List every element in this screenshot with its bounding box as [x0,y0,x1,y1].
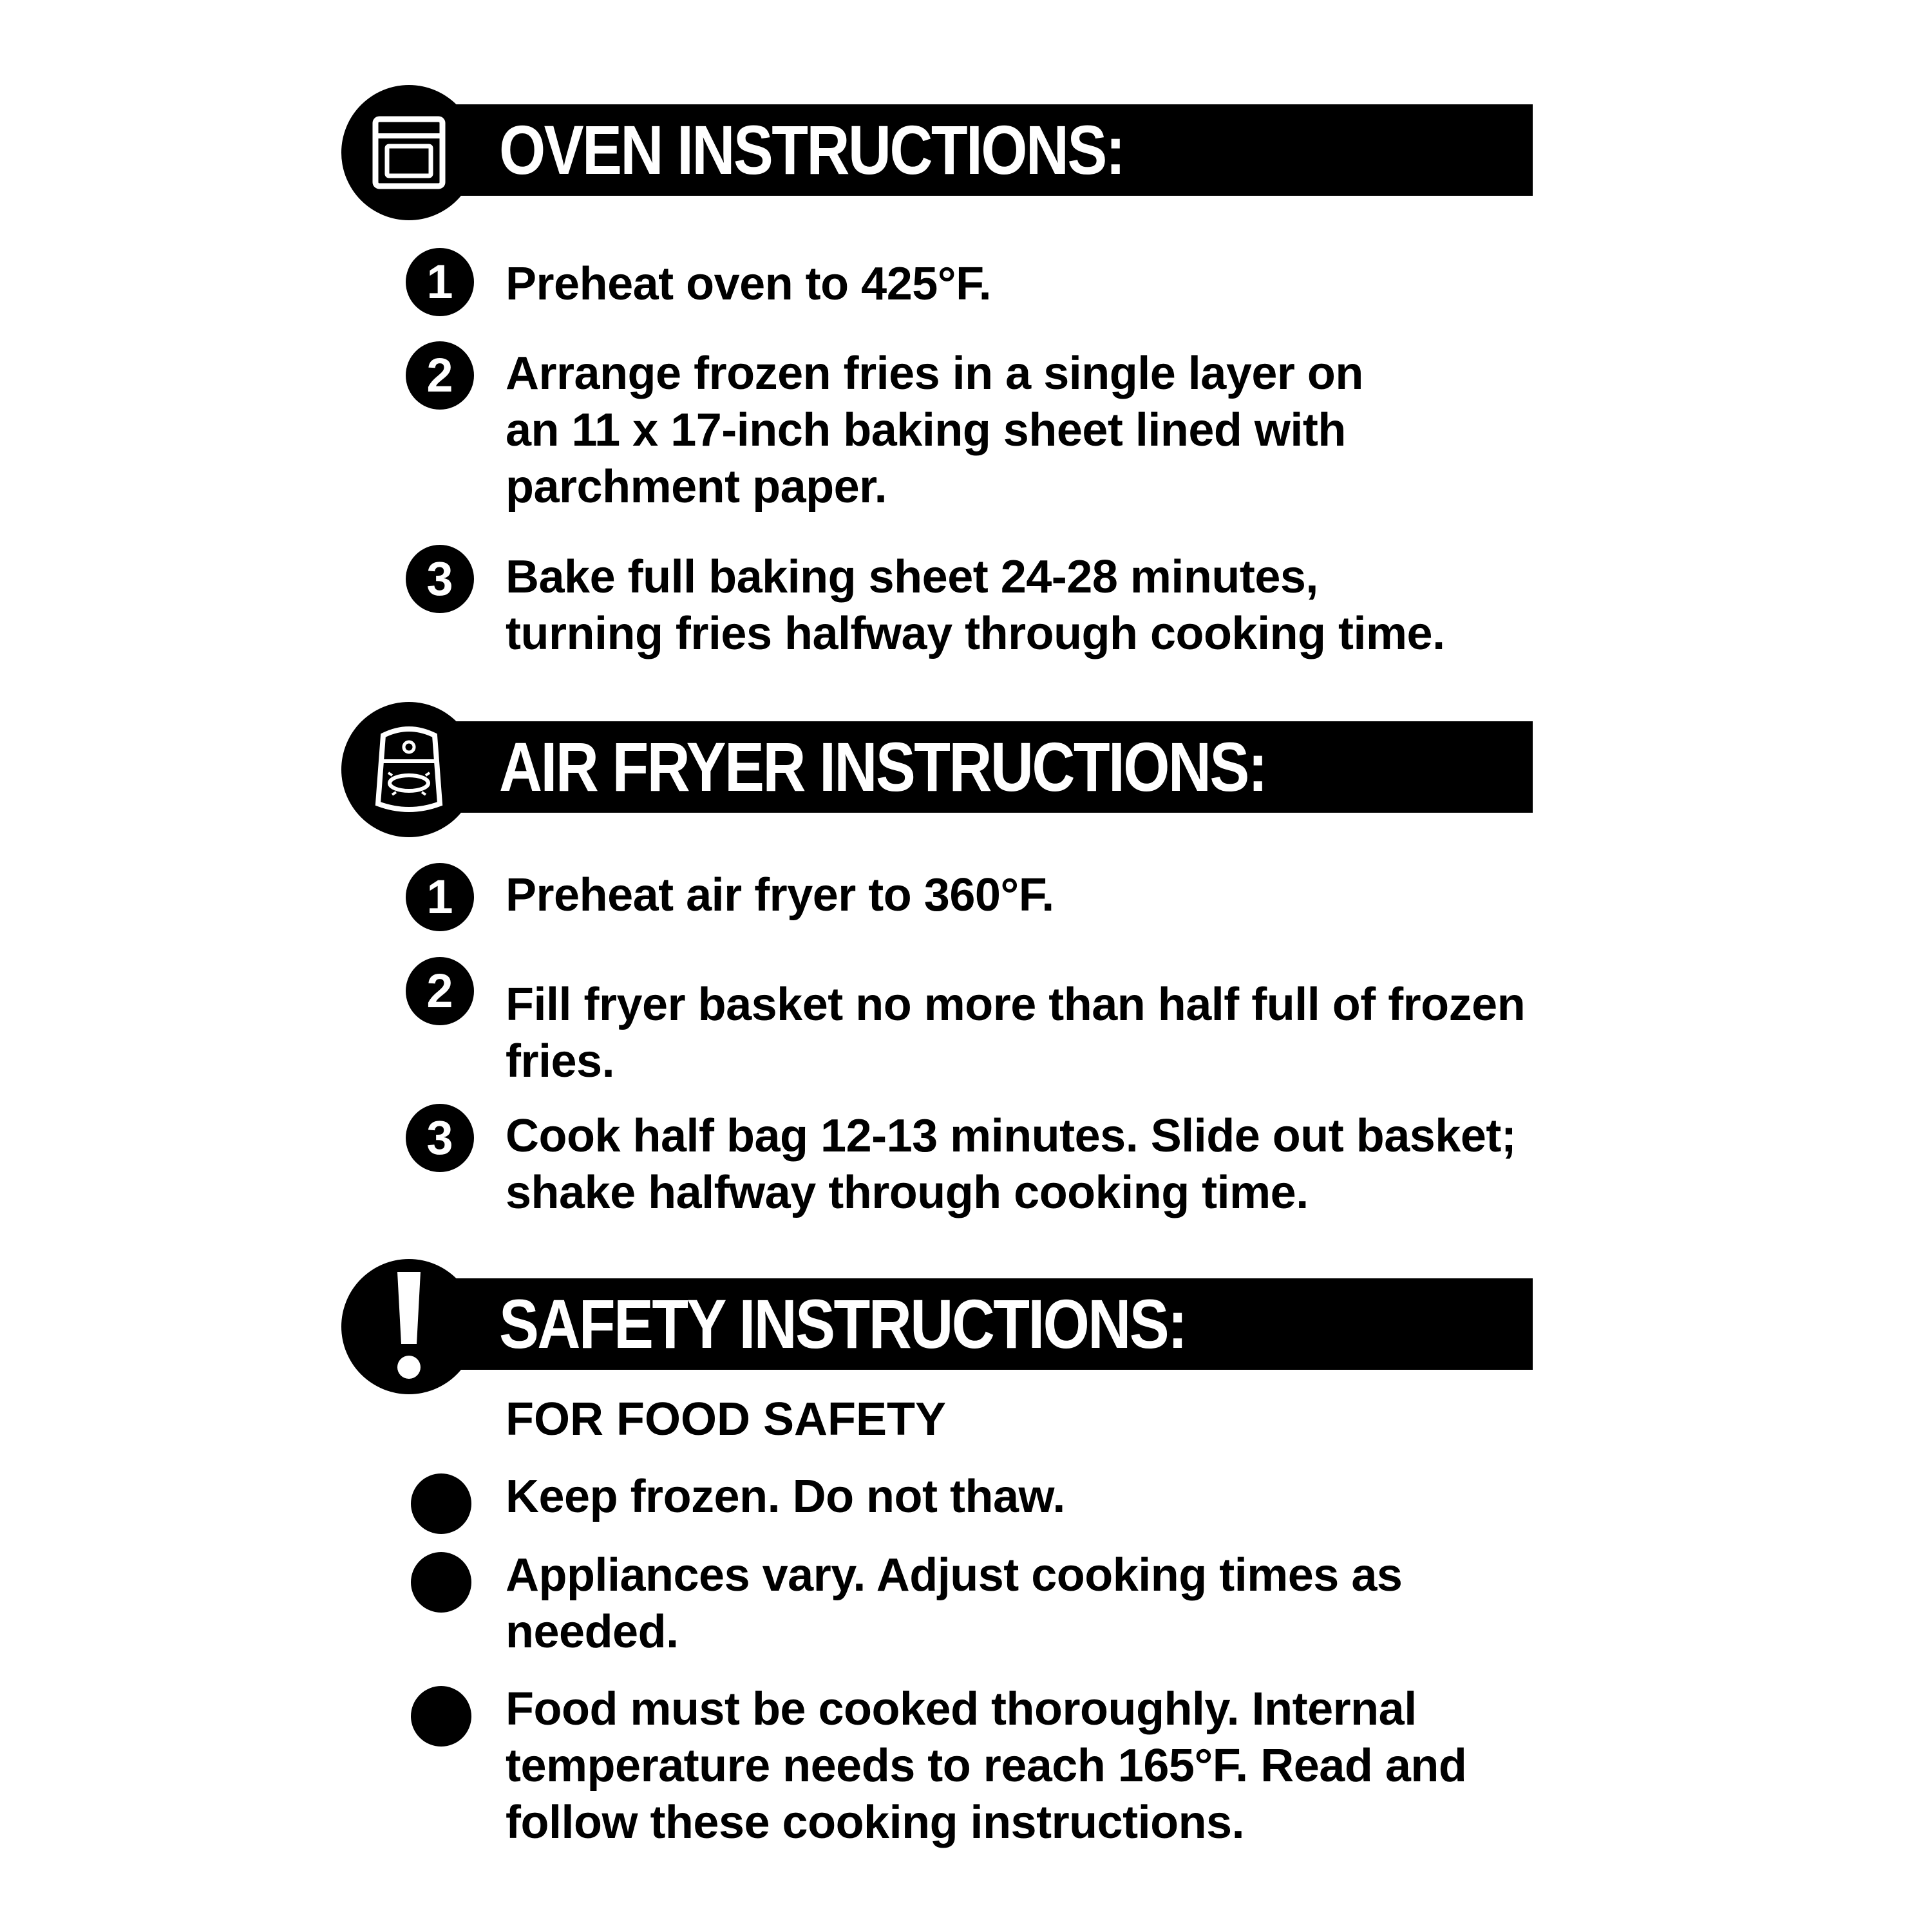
bullet-dot [411,1686,471,1747]
safety-subheading: FOR FOOD SAFETY [506,1394,946,1445]
step-text: Arrange frozen fries in a single layer on an 11 x 17-inch baking sheet lined with parchment paper. [506,348,1363,513]
bullet-dot [411,1552,471,1613]
step-number-badge: 2 [406,341,474,410]
step-text: Preheat oven to 425°F. [506,258,992,310]
safety-section-header [341,1259,1533,1394]
step-text: Fill fryer basket no more than half full of frozen fries. [506,979,1526,1087]
section-title: SAFETY INSTRUCTIONS: [499,1285,1186,1363]
safety-text: Appliances vary. Adjust cooking times as needed. [506,1549,1403,1658]
step-number-badge: 1 [406,863,474,931]
section-title: AIR FRYER INSTRUCTIONS: [499,728,1267,806]
bullet-dot [411,1473,471,1534]
step-number-badge: 2 [406,957,474,1025]
oven-section-header [341,85,1533,220]
oven-icon [341,85,477,220]
step-text: Preheat air fryer to 360°F. [506,869,1054,921]
section-title: OVEN INSTRUCTIONS: [499,111,1124,189]
exclamation-icon [341,1259,477,1394]
step-number-badge: 3 [406,545,474,613]
safety-text: Food must be cooked thoroughly. Internal temperature needs to reach 165°F. Read and follow these cooking instructions. [506,1683,1467,1848]
air-fryer-section-header [341,702,1533,837]
step-text: Cook half bag 12-13 minutes. Slide out basket; shake halfway through cooking time. [506,1110,1517,1218]
step-text: Bake full baking sheet 24-28 minutes, turning fries halfway through cooking time. [506,551,1445,659]
step-number-badge: 1 [406,248,474,316]
air-fryer-icon [341,702,477,837]
safety-text: Keep frozen. Do not thaw. [506,1471,1065,1522]
step-number-badge: 3 [406,1104,474,1172]
